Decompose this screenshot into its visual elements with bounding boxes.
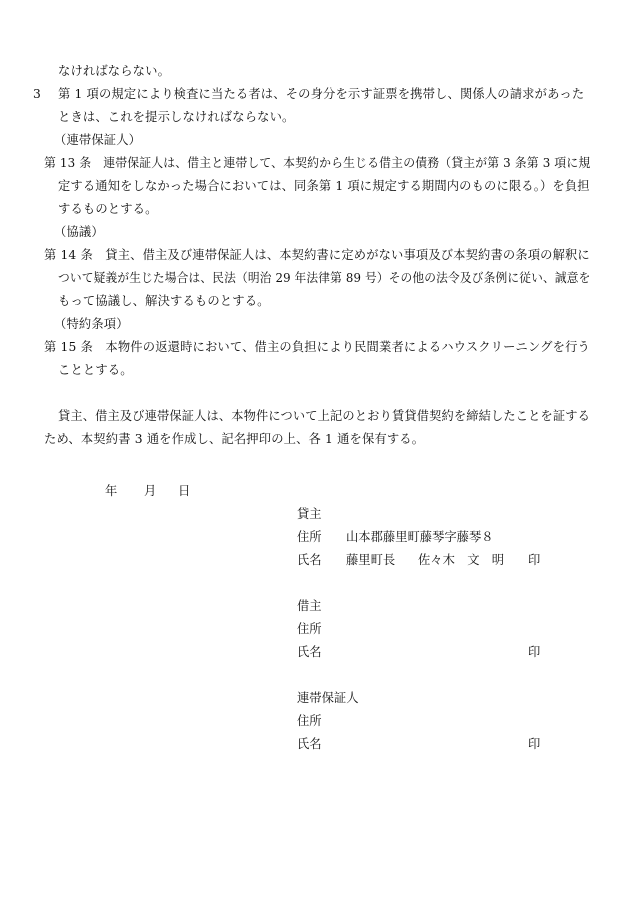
date-year: 年: [105, 484, 118, 498]
date-day: 日: [178, 484, 191, 498]
article-13-line-3: するものとする。: [58, 202, 158, 216]
article-15-heading: （特約条項）: [54, 317, 129, 331]
continuation-text: なければならない。: [58, 64, 171, 78]
article-14-line-2: ついて疑義が生じた場合は、民法（明治 29 年法律第 89 号）その他の法令及び条例に従い、誠意を: [58, 271, 591, 285]
lessor-position: 藤里町長: [346, 553, 396, 567]
lessor-address-label: 住所: [297, 530, 322, 544]
guarantor-name-label: 氏名: [297, 737, 322, 751]
lessor-address: 山本郡藤里町藤琴字藤琴８: [346, 530, 494, 544]
article-14-heading: （協議）: [54, 225, 104, 239]
article-13-heading: （連帯保証人）: [54, 133, 142, 147]
article-15-line-2: こととする。: [58, 363, 133, 377]
lessor-seal: 印: [528, 553, 541, 567]
lessee-seal: 印: [528, 645, 541, 659]
article-13-line-2: 定する通知をしなかった場合においては、同条第 1 項に規定する期間内のものに限る。）を負担: [58, 179, 590, 193]
item-3-line-2: ときは、これを提示しなければならない。: [58, 110, 295, 124]
lessor-name-label: 氏名: [297, 553, 322, 567]
item-3-line-1: 第 1 項の規定により検査に当たる者は、その身分を示す証票を携帯し、関係人の請求があった: [58, 87, 585, 101]
closing-line-2: ため、本契約書 3 通を作成し、記名押印の上、各 1 通を保有する。: [44, 432, 425, 446]
lessee-title: 借主: [297, 599, 322, 613]
article-14-line-3: もって協議し、解決するものとする。: [58, 294, 270, 308]
guarantor-address-label: 住所: [297, 714, 322, 728]
lessee-address-label: 住所: [297, 622, 322, 636]
date-month: 月: [144, 484, 157, 498]
article-15-line-1: 第 15 条 本物件の返還時において、借主の負担により民間業者によるハウスクリーニングを行う: [44, 340, 590, 354]
lessee-name-label: 氏名: [297, 645, 322, 659]
lessor-title: 貸主: [297, 507, 322, 521]
guarantor-title: 連帯保証人: [297, 691, 359, 705]
guarantor-seal: 印: [528, 737, 541, 751]
article-13-line-1: 第 13 条 連帯保証人は、借主と連帯して、本契約から生じる借主の債務（貸主が第 3 条第 3 項に規: [44, 156, 591, 170]
item-3-number: 3: [33, 87, 41, 101]
lessor-name: 佐々木 文 明: [418, 553, 505, 567]
closing-line-1: 貸主、借主及び連帯保証人は、本物件について上記のとおり賃貸借契約を締結したことを証する: [58, 409, 590, 423]
article-14-line-1: 第 14 条 貸主、借主及び連帯保証人は、本契約書に定めがない事項及び本契約書の条項の解釈に: [44, 248, 590, 262]
